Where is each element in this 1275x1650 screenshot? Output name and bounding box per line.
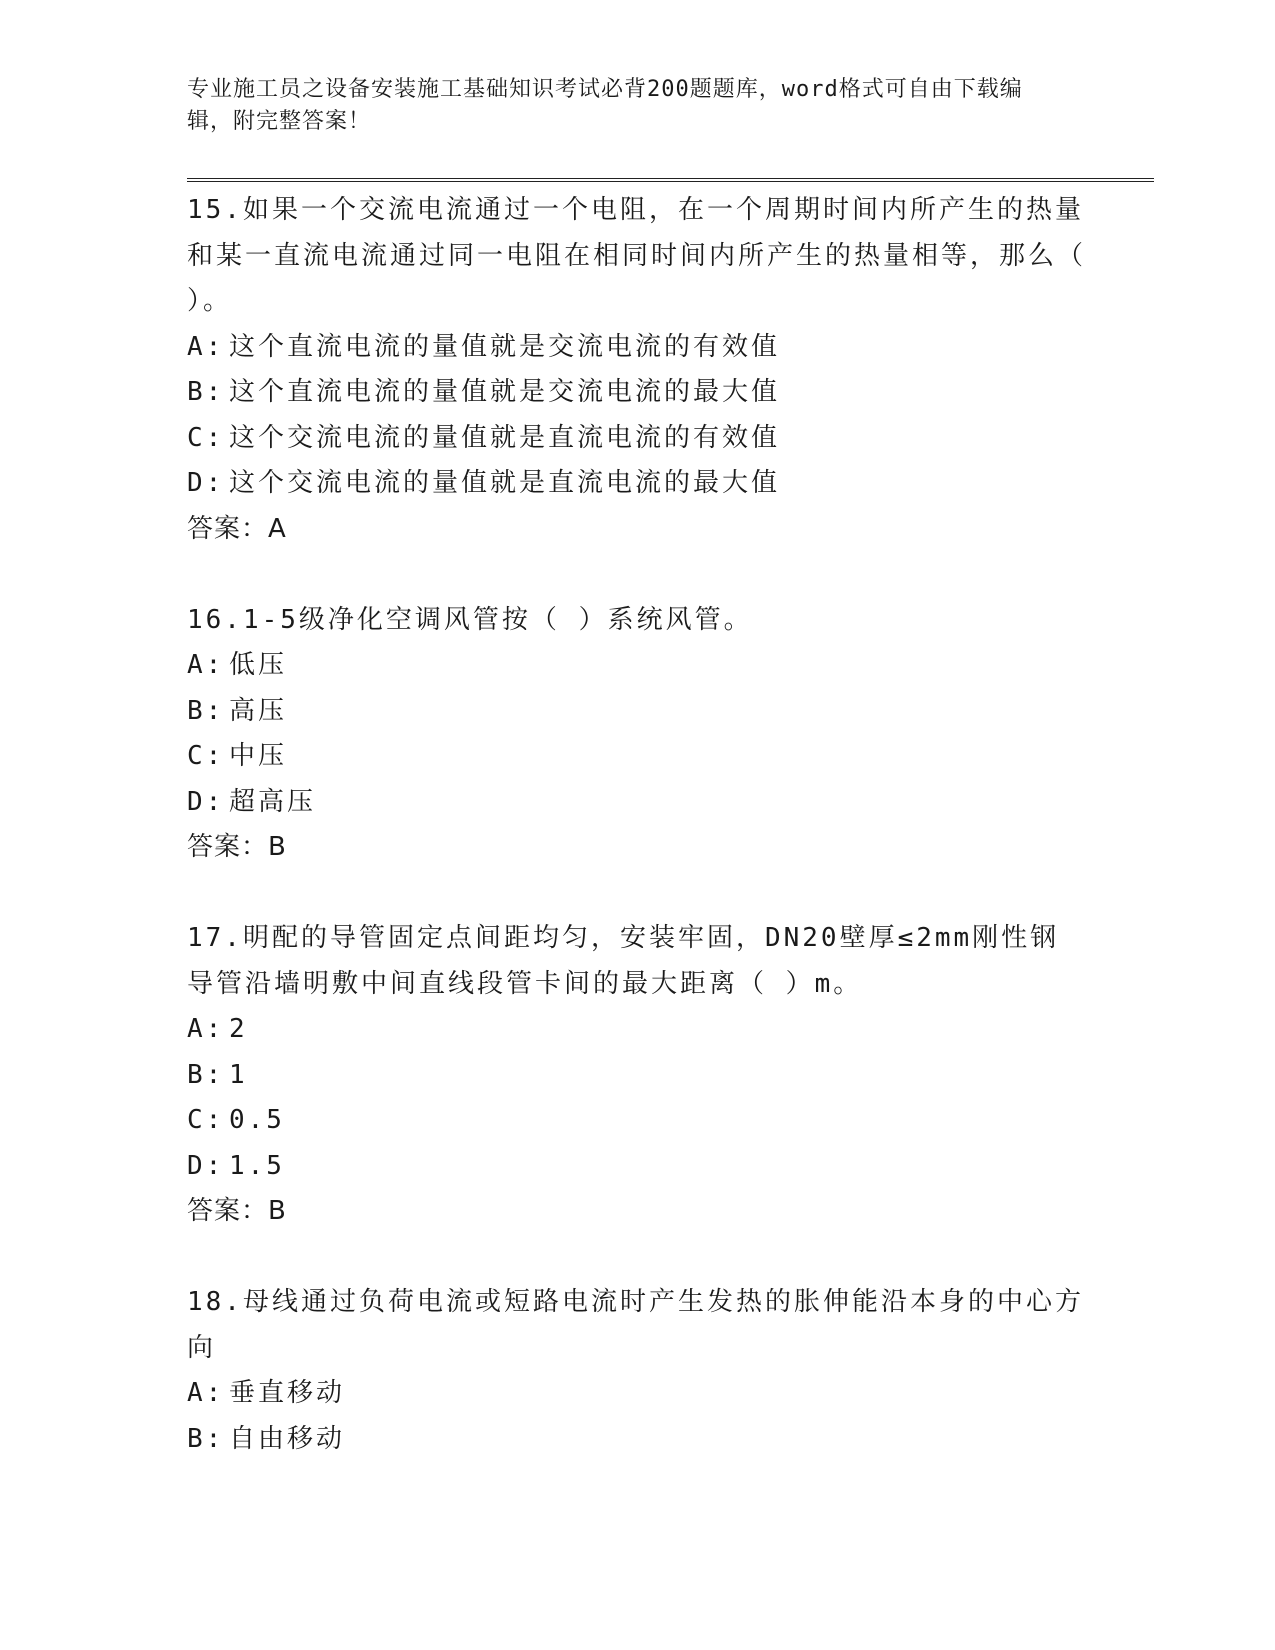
option-text: 垂直移动 <box>229 1378 346 1408</box>
question-text: 15.如果一个交流电流通过一个电阻，在一个周期时间内所产生的热量和某一直流电流通过同一电阻在相同时间内所产生的热量相等，那么（ ）。 <box>187 195 1087 316</box>
option-d <box>187 461 1087 507</box>
answer-line: 答案：B <box>187 1196 287 1226</box>
question-spacer <box>187 871 1087 917</box>
option-text: 2 <box>229 1014 248 1044</box>
question-spacer <box>187 552 1087 598</box>
answer-line: 答案：A <box>187 513 287 544</box>
question-list <box>187 188 1087 1462</box>
option-a <box>187 643 1087 689</box>
option-b <box>187 689 1087 735</box>
question-15 <box>187 188 1087 552</box>
option-letter: B: <box>187 695 225 726</box>
option-d <box>187 780 1087 826</box>
option-c <box>187 416 1087 462</box>
option-letter: A: <box>187 650 225 680</box>
option-d <box>187 1144 1087 1190</box>
option-letter: A: <box>187 1378 225 1408</box>
question-18 <box>187 1280 1087 1462</box>
option-a <box>187 1007 1087 1053</box>
option-text: 超高压 <box>229 786 317 817</box>
question-text: 18.母线通过负荷电流或短路电流时产生发热的胀伸能沿本身的中心方向 <box>187 1287 1084 1363</box>
question-16 <box>187 598 1087 871</box>
option-letter: A: <box>187 1014 225 1044</box>
question-text: 16.1-5级净化空调风管按（ ）系统风管。 <box>187 604 753 635</box>
option-letter: D: <box>187 1150 225 1181</box>
document-header: 专业施工员之设备安装施工基础知识考试必背200题题库，word格式可自由下载编辑，附完整答案！ <box>187 77 1023 134</box>
option-text: 自由移动 <box>229 1423 346 1454</box>
option-b <box>187 1053 1087 1099</box>
option-c <box>187 734 1087 780</box>
option-text: 这个交流电流的量值就是直流电流的最大值 <box>229 468 781 498</box>
option-text: 这个直流电流的量值就是交流电流的最大值 <box>229 377 781 407</box>
option-letter: B: <box>187 1059 225 1090</box>
option-a <box>187 325 1087 371</box>
option-c <box>187 1098 1087 1144</box>
option-letter: D: <box>187 468 225 498</box>
option-text: 这个直流电流的量值就是交流电流的有效值 <box>229 331 781 362</box>
option-letter: C: <box>187 1105 225 1135</box>
option-b <box>187 1417 1087 1463</box>
option-letter: B: <box>187 1423 225 1454</box>
option-letter: C: <box>187 422 225 453</box>
option-a <box>187 1371 1087 1417</box>
option-text: 1 <box>229 1059 248 1090</box>
option-letter: B: <box>187 377 225 407</box>
option-letter: A: <box>187 331 225 362</box>
header-divider <box>187 178 1154 182</box>
option-text: 1.5 <box>229 1150 285 1181</box>
option-text: 中压 <box>229 741 288 771</box>
option-text: 低压 <box>229 650 288 680</box>
option-letter: C: <box>187 741 225 771</box>
answer-line: 答案：B <box>187 832 287 862</box>
question-spacer <box>187 1235 1087 1281</box>
question-text: 17.明配的导管固定点间距均匀，安装牢固，DN20壁厚≤2mm刚性钢导管沿墙明敷中间直线段管卡间的最大距离（ ）m。 <box>187 923 1060 999</box>
option-text: 0.5 <box>229 1105 285 1135</box>
option-text: 这个交流电流的量值就是直流电流的有效值 <box>229 422 781 453</box>
option-text: 高压 <box>229 695 288 726</box>
option-b <box>187 370 1087 416</box>
option-letter: D: <box>187 786 225 817</box>
question-17 <box>187 916 1087 1235</box>
